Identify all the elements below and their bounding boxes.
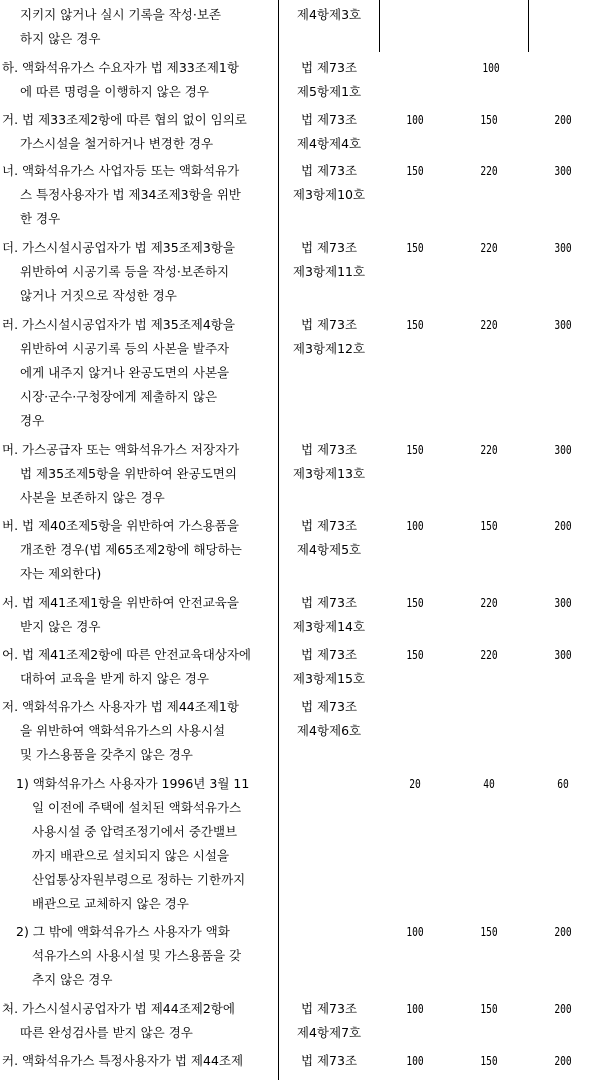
fine-second: 220 xyxy=(480,443,498,457)
violation-desc: 너. 액화석유가스 사업자등 또는 액화석유가 스 특정사용자가 법 제34조제3항을 위반 한 경우 xyxy=(2,163,241,226)
law-ref: 법 제73조 제4항제6호 xyxy=(296,699,362,738)
fine-second: 150 xyxy=(480,1002,498,1016)
fine-first: 100 xyxy=(406,1054,424,1068)
fine-third: 60 xyxy=(557,777,569,791)
law-ref: 법 제73조 제3항제15호 xyxy=(292,647,366,686)
fine-first: 100 xyxy=(406,519,424,533)
fine-first: 100 xyxy=(406,925,424,939)
law-ref: 법 제73조 xyxy=(300,1053,358,1068)
fine-first: 100 xyxy=(406,113,424,127)
fine-second: 220 xyxy=(480,241,498,255)
fine-third: 200 xyxy=(554,1054,572,1068)
violation-desc: 처. 가스시설시공업자가 법 제44조제2항에 따른 완성검사를 받지 않은 경우 xyxy=(2,1001,235,1040)
law-ref: 법 제73조 제4항제7호 xyxy=(296,1001,362,1040)
divider-1 xyxy=(278,0,279,1080)
violation-desc: 2) 그 밖에 액화석유가스 사용자가 액화 석유가스의 사용시설 및 가스용품을 갖 추지 않은 경우 xyxy=(16,924,242,987)
fine-first: 150 xyxy=(406,443,424,457)
fine-third: 200 xyxy=(554,1002,572,1016)
violation-desc: 지키지 않거나 실시 기록을 작성·보존 하지 않은 경우 xyxy=(20,7,221,46)
law-ref: 법 제73조 제3항제14호 xyxy=(292,595,366,634)
law-ref: 법 제73조 제4항제5호 xyxy=(296,518,362,557)
fine-first: 150 xyxy=(406,318,424,332)
fine-second: 220 xyxy=(480,596,498,610)
fine-first: 150 xyxy=(406,241,424,255)
fine-second: 220 xyxy=(480,164,498,178)
fine-third: 300 xyxy=(554,443,572,457)
violation-desc: 하. 액화석유가스 수요자가 법 제33조제1항 에 따른 명령을 이행하지 않은 경우 xyxy=(2,60,239,99)
fine-second: 220 xyxy=(480,648,498,662)
violation-desc: 저. 액화석유가스 사용자가 법 제44조제1항 을 위반하여 액화석유가스의 사용시설 및 가스용품을 갖추지 않은 경우 xyxy=(2,699,239,762)
law-ref: 법 제73조 제3항제10호 xyxy=(292,163,366,202)
fine-first: 100 xyxy=(406,1002,424,1016)
violation-desc: 거. 법 제33조제2항에 따른 협의 없이 임의로 가스시설을 철거하거나 변경한 경우 xyxy=(2,112,247,151)
fine-second: 150 xyxy=(480,519,498,533)
fine-third: 200 xyxy=(554,925,572,939)
fine-third: 200 xyxy=(554,519,572,533)
fine-second: 150 xyxy=(480,925,498,939)
fine-first: 150 xyxy=(406,596,424,610)
law-ref: 제4항제3호 xyxy=(296,7,362,22)
fine-third: 300 xyxy=(554,318,572,332)
violation-desc: 러. 가스시설시공업자가 법 제35조제4항을 위반하여 시공기록 등의 사본을 발주자 에게 내주지 않거나 완공도면의 사본을 시장·군수·구청장에게 제출하지 않은 경우 xyxy=(2,317,235,428)
violation-desc: 머. 가스공급자 또는 액화석유가스 저장자가 법 제35조제5항을 위반하여 완공도면의 사본을 보존하지 않은 경우 xyxy=(2,442,240,505)
law-ref: 법 제73조 제5항제1호 xyxy=(296,60,362,99)
violation-desc: 커. 액화석유가스 특정사용자가 법 제44조제 xyxy=(2,1053,244,1068)
violation-desc: 1) 액화석유가스 사용자가 1996년 3월 11 일 이전에 주택에 설치된 액화석유가스 사용시설 중 압력조정기에서 중간밸브 까지 배관으로 설치되지 않은 시설을 산업통상자원부령으로 정하는 기한까지 배관으로 교체하지 않은 경우 xyxy=(16,776,250,911)
fine-third: 300 xyxy=(554,596,572,610)
fine-first: 20 xyxy=(409,777,421,791)
fine-amount: 100 xyxy=(482,61,500,75)
fine-first: 150 xyxy=(406,164,424,178)
fine-third: 300 xyxy=(554,164,572,178)
fine-third: 200 xyxy=(554,113,572,127)
fine-third: 300 xyxy=(554,648,572,662)
violation-desc: 서. 법 제41조제1항을 위반하여 안전교육을 받지 않은 경우 xyxy=(2,595,239,634)
fine-second: 150 xyxy=(480,1054,498,1068)
violation-desc: 어. 법 제41조제2항에 따른 안전교육대상자에 대하여 교육을 받게 하지 않은 경우 xyxy=(2,647,252,686)
law-ref: 법 제73조 제3항제12호 xyxy=(292,317,366,356)
divider-3 xyxy=(528,0,529,52)
fine-first: 150 xyxy=(406,648,424,662)
violation-desc: 더. 가스시설시공업자가 법 제35조제3항을 위반하여 시공기록 등을 작성·보존하지 않거나 거짓으로 작성한 경우 xyxy=(2,240,235,303)
fine-second: 40 xyxy=(483,777,495,791)
fine-second: 220 xyxy=(480,318,498,332)
law-ref: 법 제73조 제4항제4호 xyxy=(296,112,362,151)
law-ref: 법 제73조 제3항제13호 xyxy=(292,442,366,481)
violation-desc: 버. 법 제40조제5항을 위반하여 가스용품을 개조한 경우(법 제65조제2항에 해당하는 자는 제외한다) xyxy=(2,518,242,581)
divider-2 xyxy=(379,0,380,52)
fine-second: 150 xyxy=(480,113,498,127)
law-ref: 법 제73조 제3항제11호 xyxy=(292,240,366,279)
fine-third: 300 xyxy=(554,241,572,255)
